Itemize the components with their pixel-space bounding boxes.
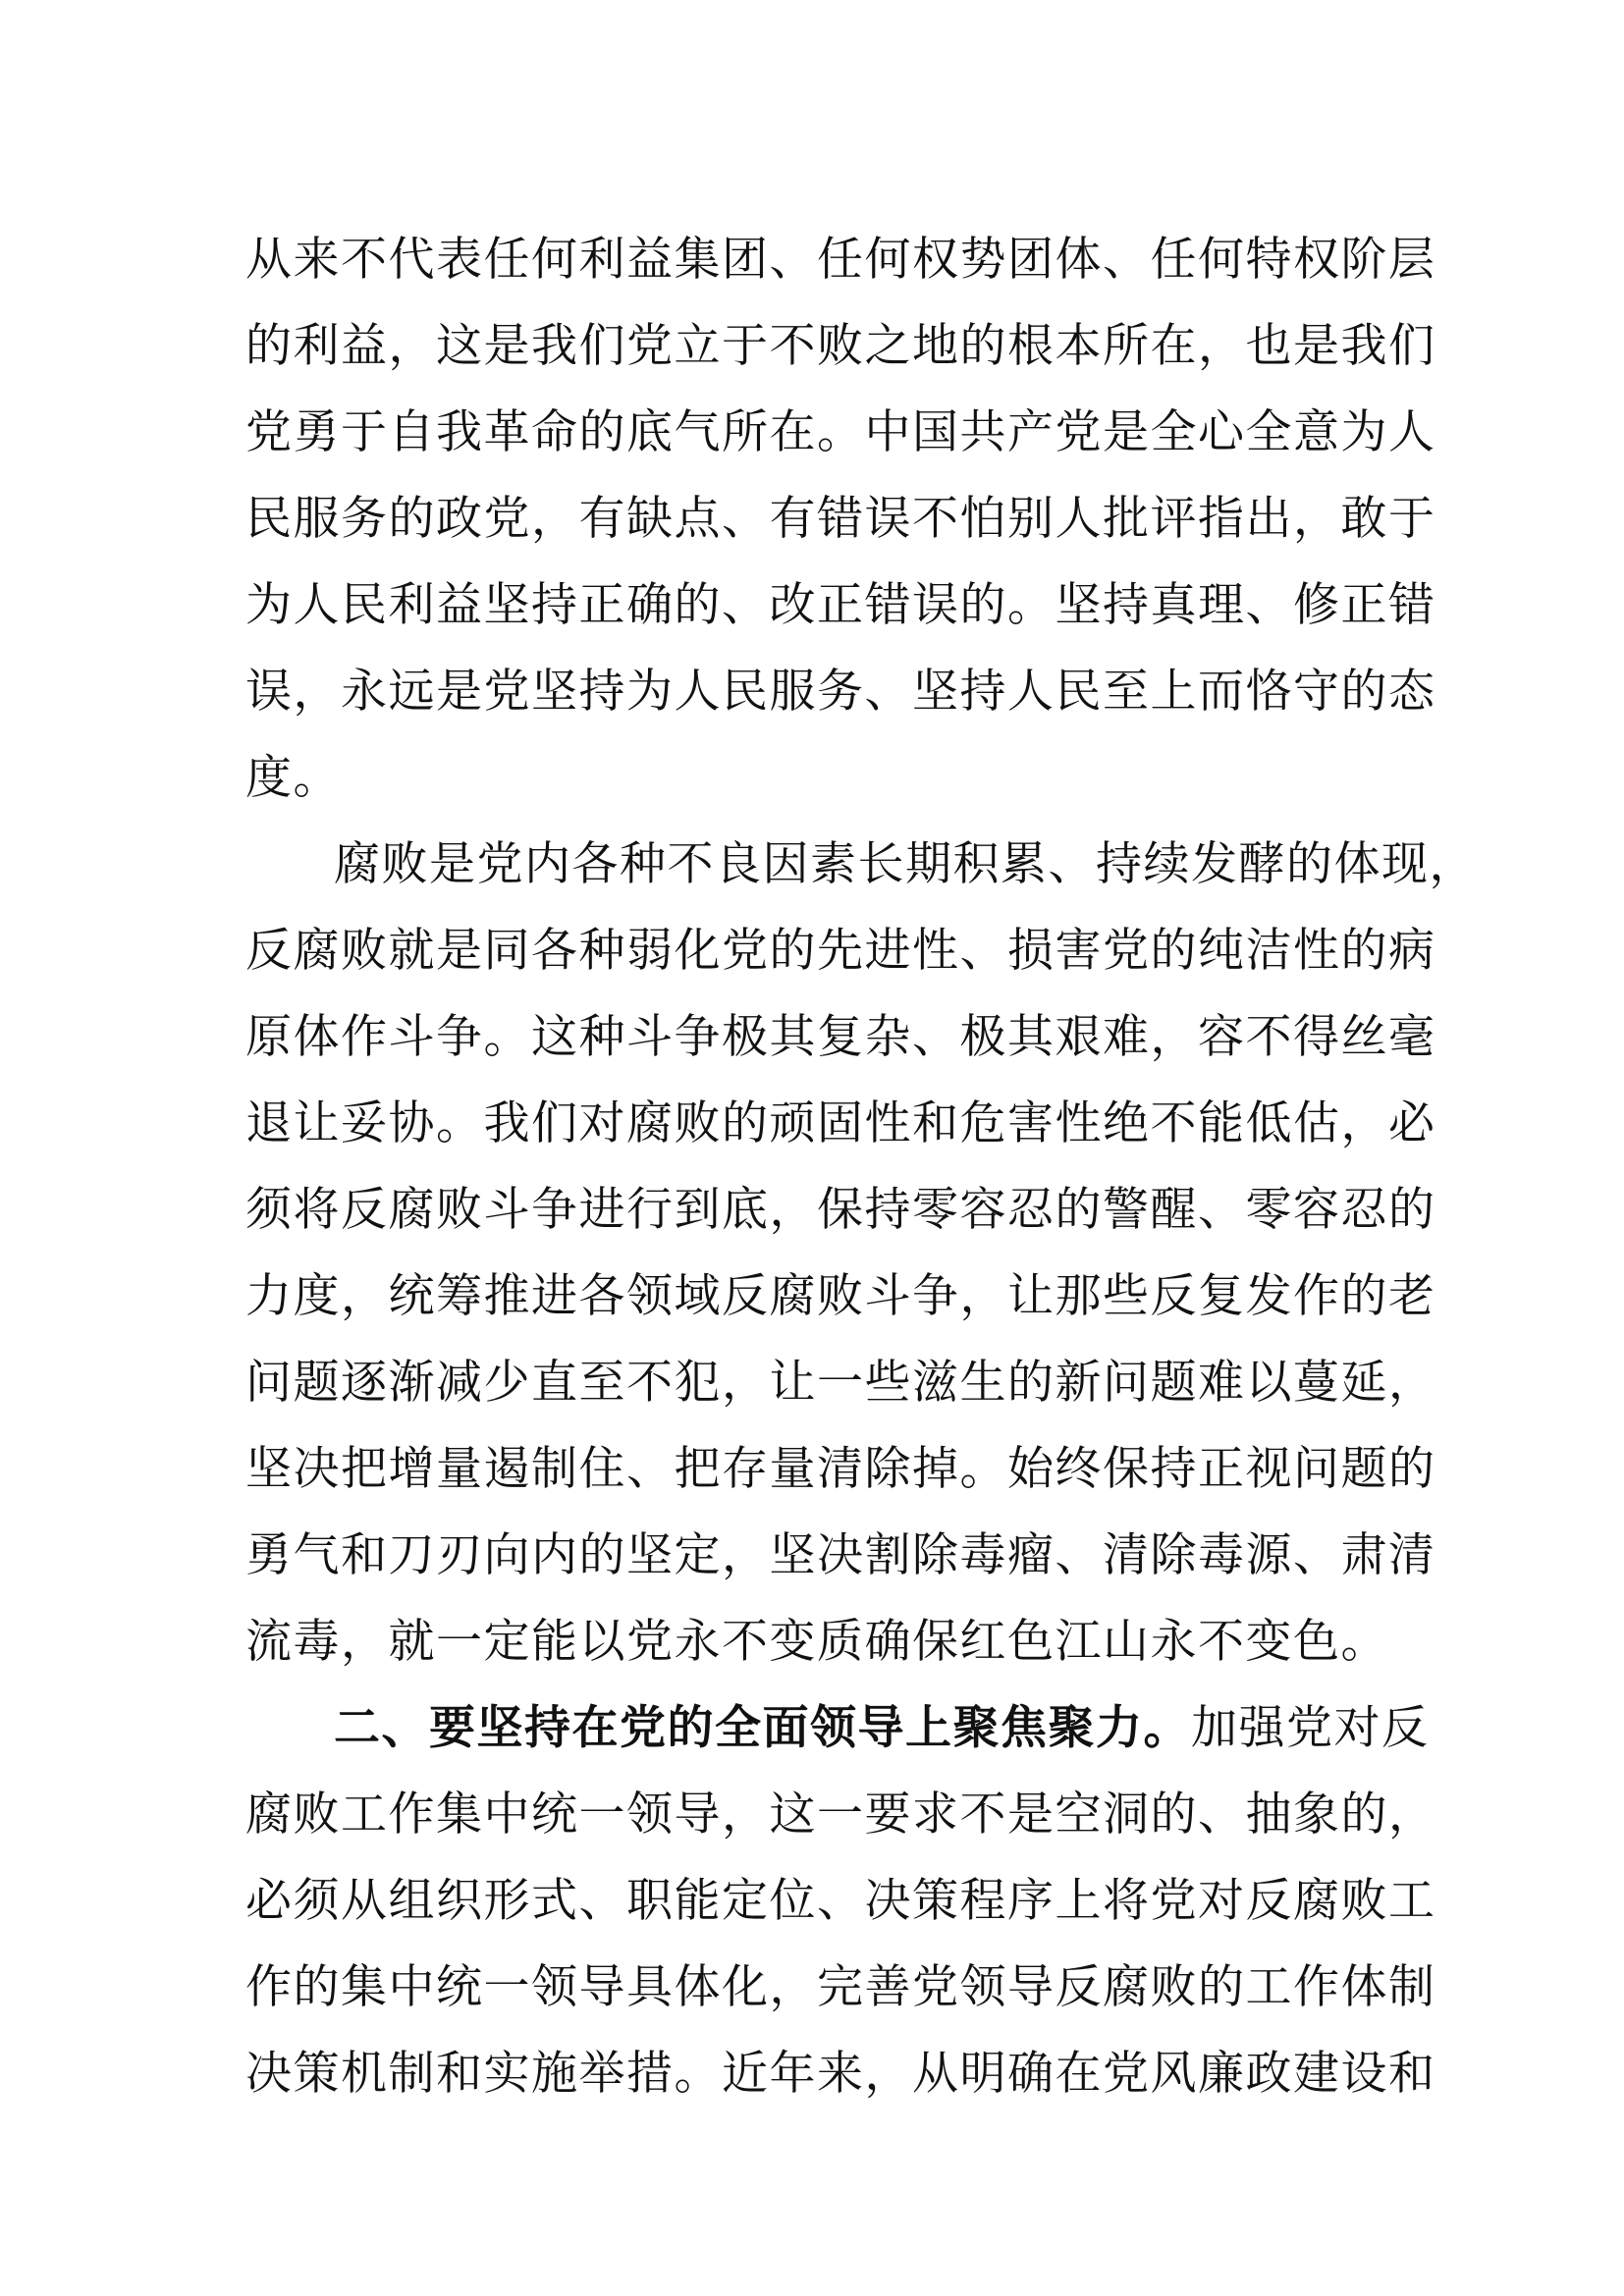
text-line: 力度，统筹推进各领域反腐败斗争，让那些反复发作的老 [245,1269,1436,1323]
text-line: 流毒，就一定能以党永不变质确保红色江山永不变色。 [245,1615,1388,1669]
section-heading: 二、要坚持在党的全面领导上聚焦聚力。 [334,1701,1191,1755]
text-line: 反腐败就是同各种弱化党的先进性、损害党的纯洁性的病 [245,924,1436,978]
text-line: 须将反腐败斗争进行到底，保持零容忍的警醒、零容忍的 [245,1183,1436,1237]
text-line: 退让妥协。我们对腐败的顽固性和危害性绝不能低估，必 [245,1096,1436,1150]
paragraph-first-line: 腐败是党内各种不良因素长期积累、持续发酵的体现， [334,837,1477,891]
text-line: 误，永远是党坚持为人民服务、坚持人民至上而恪守的态 [245,665,1436,719]
text-line: 腐败工作集中统一领导，这一要求不是空洞的、抽象的， [245,1788,1436,1842]
text-line: 勇气和刀刃向内的坚定，坚决割除毒瘤、清除毒源、肃清 [245,1528,1436,1582]
text-line: 坚决把增量遏制住、把存量清除掉。始终保持正视问题的 [245,1442,1436,1496]
section-heading-line [334,1684,1430,1773]
text-line: 问题逐渐减少直至不犯，让一些滋生的新问题难以蔓延， [245,1356,1436,1410]
text-line: 民服务的政党，有缺点、有错误不怕别人批评指出，敢于 [245,492,1436,546]
text-line: 度。 [245,751,341,805]
text-line: 从来不代表任何利益集团、任何权势团体、任何特权阶层 [245,233,1436,287]
text-line: 的利益，这是我们党立于不败之地的根本所在，也是我们 [245,319,1436,373]
text-line: 为人民利益坚持正确的、改正错误的。坚持真理、修正错 [245,578,1436,632]
text-line: 作的集中统一领导具体化，完善党领导反腐败的工作体制 [245,1960,1436,2014]
section-heading-tail: 加强党对反 [1191,1701,1430,1755]
text-line: 党勇于自我革命的底气所在。中国共产党是全心全意为人 [245,405,1436,459]
text-line: 决策机制和实施举措。近年来，从明确在党风廉政建设和 [245,2047,1436,2101]
text-line: 原体作斗争。这种斗争极其复杂、极其艰难，容不得丝毫 [245,1010,1436,1064]
text-line: 必须从组织形式、职能定位、决策程序上将党对反腐败工 [245,1874,1436,1928]
